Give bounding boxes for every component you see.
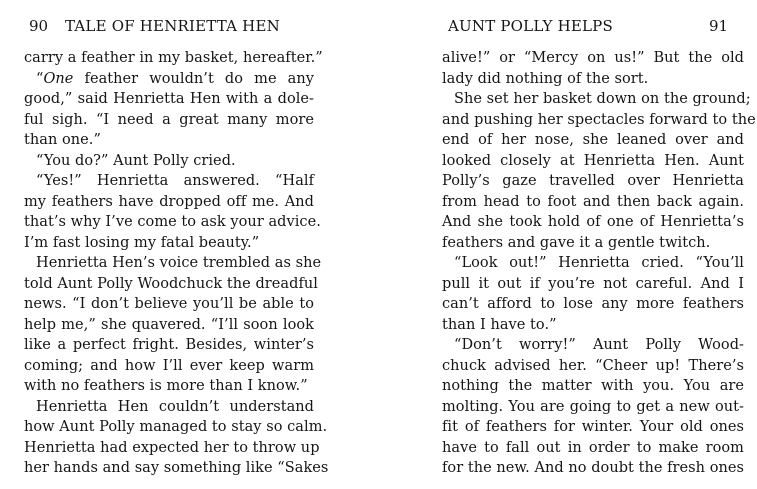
running-head: AUNT POLLY HELPS (448, 17, 613, 35)
text-line: and pushing her spectacles forward to the (442, 111, 756, 128)
running-head: TALE OF HENRIETTA HEN (65, 17, 280, 35)
text-line: have to fall out in order to make room (442, 439, 744, 456)
text-line: my feathers have dropped off me. And (24, 193, 314, 210)
text-line: help me,” she quavered. “I’ll soon look (24, 316, 314, 333)
text-line: feathers and gave it a gentle twitch. (442, 234, 711, 251)
text-line: nothing the matter with you. You are (442, 378, 744, 394)
text-line: Henrietta had expected her to throw up (24, 439, 320, 456)
text-line: news. “I don’t believe you’ll be able to (24, 296, 314, 312)
text-line: from head to foot and then back again. (442, 193, 744, 210)
text-line: chuck advised her. “Cheer up! There’s (442, 357, 744, 374)
text-line: than I have to.” (442, 316, 557, 333)
text-line: Henrietta Hen’s voice trembled as she (36, 255, 322, 271)
page-number: 91 (709, 17, 729, 35)
text-line: I’m fast losing my fatal beauty.” (24, 234, 260, 251)
text-line: end of her nose, she leaned over and (442, 132, 744, 148)
text-line: alive!” or “Mercy on us!” But the old (442, 50, 744, 66)
text-line: her hands and say something like “Sakes (24, 460, 329, 476)
text-line: can’t afford to lose any more feathers (442, 296, 744, 312)
text-line: And she took hold of one of Henrietta’s (442, 214, 744, 230)
text-line: told Aunt Polly Woodchuck the dreadful (24, 275, 318, 292)
text-line: She set her basket down on the ground; (454, 91, 751, 107)
text-line: Polly’s gaze travelled over Henrietta (442, 173, 744, 189)
text-line: pull it out if you’re not careful. And I (442, 275, 744, 292)
text-line: Henrietta Hen couldn’t understand (36, 398, 314, 415)
text-line: “You do?” Aunt Polly cried. (36, 152, 236, 169)
text-line: “Look out!” Henrietta cried. “You’ll (454, 255, 744, 271)
left-page (0, 0, 378, 489)
text-line: “Yes!” Henrietta answered. “Half (36, 173, 314, 189)
text-line: “Don’t worry!” Aunt Polly Wood- (454, 337, 744, 353)
text-line: molting. You are going to get a new out- (442, 398, 744, 415)
right-page (378, 0, 757, 489)
text-line: looked closely at Henrietta Hen. Aunt (442, 152, 744, 169)
text-line: fit of feathers for winter. Your old ones (442, 419, 744, 435)
text-line: than one.” (24, 132, 101, 148)
text-line: like a perfect fright. Besides, winter’s (24, 337, 314, 353)
page-number: 90 (29, 17, 49, 35)
text-line: ful sigh. “I need a great many more (24, 111, 314, 128)
text-line: for the new. And no doubt the fresh ones (442, 460, 744, 476)
text-line: that’s why I’ve come to ask your advice. (24, 214, 321, 230)
text-line: carry a feather in my basket, hereafter.” (24, 50, 323, 66)
text-line: “One feather wouldn’t do me any (36, 70, 314, 87)
text-line: how Aunt Polly managed to stay so calm. (24, 419, 328, 435)
text-line: with no feathers is more than I know.” (24, 378, 308, 394)
text-line: lady did nothing of the sort. (442, 70, 649, 87)
text-line: coming; and how I’ll ever keep warm (24, 357, 314, 374)
text-line: good,” said Henrietta Hen with a dole- (24, 91, 314, 107)
